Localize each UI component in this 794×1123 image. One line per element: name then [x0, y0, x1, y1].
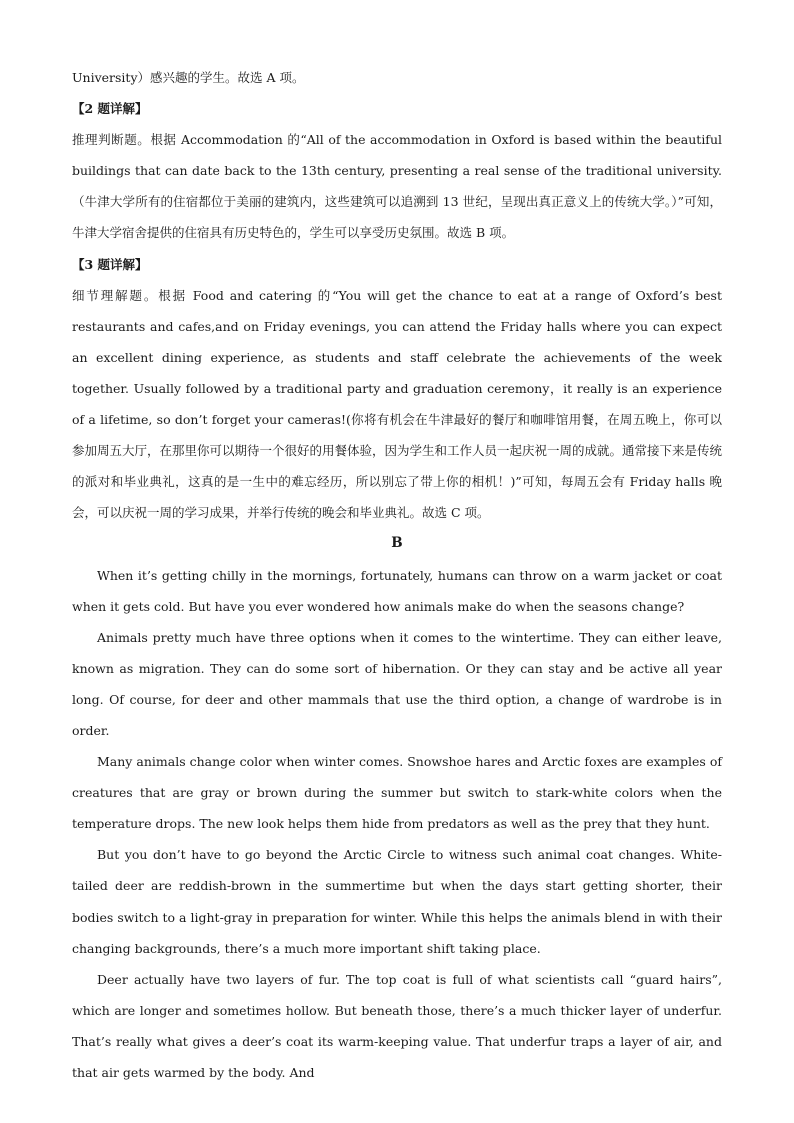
- passage-section-title: B: [391, 535, 403, 552]
- answer-analysis-1-tail: University）感兴趣的学生。故选 A 项。: [72, 70, 305, 85]
- passage-paragraph-4: But you don’t have to go beyond the Arctic Circle to witness such animal coat changes. White-tailed deer are reddish-brown in the summertime but when the days start getting shorter, their bodies switch to a light-gray in preparation for winter. While this helps the animals blend in with their changing backgrounds, there’s a much more important shift taking place.: [72, 847, 722, 956]
- question-3-heading: 【3 题详解】: [72, 256, 148, 272]
- passage-paragraph-3: Many animals change color when winter comes. Snowshoe hares and Arctic foxes are examples of creatures that are gray or brown during the summer but switch to stark-white colors when the temperature drops. The new look helps them hide from predators as well as the prey that they hunt.: [72, 754, 722, 832]
- question-3-analysis: 细节理解题。根据 Food and catering 的“You will get the chance to eat at a range of Oxford’s best restaurants and cafes,and on Friday evenings, you can attend the Friday halls where you can expect an excellent dining experience, as students and staff celebrate the achievements of the week together. Usually followed by a traditional party and graduation ceremony，it really is an experience of a lifetime, so don’t forget your cameras!(你将有机会在牛津最好的餐厅和咖啡馆用餐，在周五晚上，你可以参加周五大厅，在那里你可以期待一个很好的用餐体验，因为学生和工作人员一起庆祝一周的成就。通常接下来是传统的派对和毕业典礼，这真的是一生中的难忘经历，所以别忘了带上你的相机！)”可知，每周五会有 Friday halls 晚会，可以庆祝一周的学习成果，并举行传统的晚会和毕业典礼。故选 C 项。: [72, 287, 723, 521]
- question-2-heading: 【2 题详解】: [72, 101, 148, 117]
- question-2-analysis: 推理判断题。根据 Accommodation 的“All of the accommodation in Oxford is based within the beautiful buildings that can date back to the 13th century, presenting a real sense of the traditional university. （牛津大学所有的住宿都位于美丽的建筑内，这些建筑可以追溯到 13 世纪，呈现出真正意义上的传统大学。）”可知，牛津大学宿舍提供的住宿具有历史特色的，学生可以享受历史氛围。故选 B 项。: [72, 132, 722, 241]
- passage-paragraph-1: When it’s getting chilly in the mornings, fortunately, humans can throw on a warm jacket or coat when it gets cold. But have you ever wondered how animals make do when the seasons change?: [72, 567, 722, 614]
- passage-paragraph-2: Animals pretty much have three options when it comes to the wintertime. They can either leave, known as migration. They can do some sort of hibernation. Or they can stay and be active all year long. Of course, for deer and other mammals that use the third option, a change of wardrobe is in order.: [72, 629, 722, 738]
- document-body: [72, 62, 722, 1088]
- passage-paragraph-5: Deer actually have two layers of fur. The top coat is full of what scientists call “guard hairs”, which are longer and sometimes hollow. But beneath those, there’s a much thicker layer of underfur. That’s really what gives a deer’s coat its warm-keeping value. That underfur traps a layer of air, and that air gets warmed by the body. And: [72, 971, 722, 1080]
